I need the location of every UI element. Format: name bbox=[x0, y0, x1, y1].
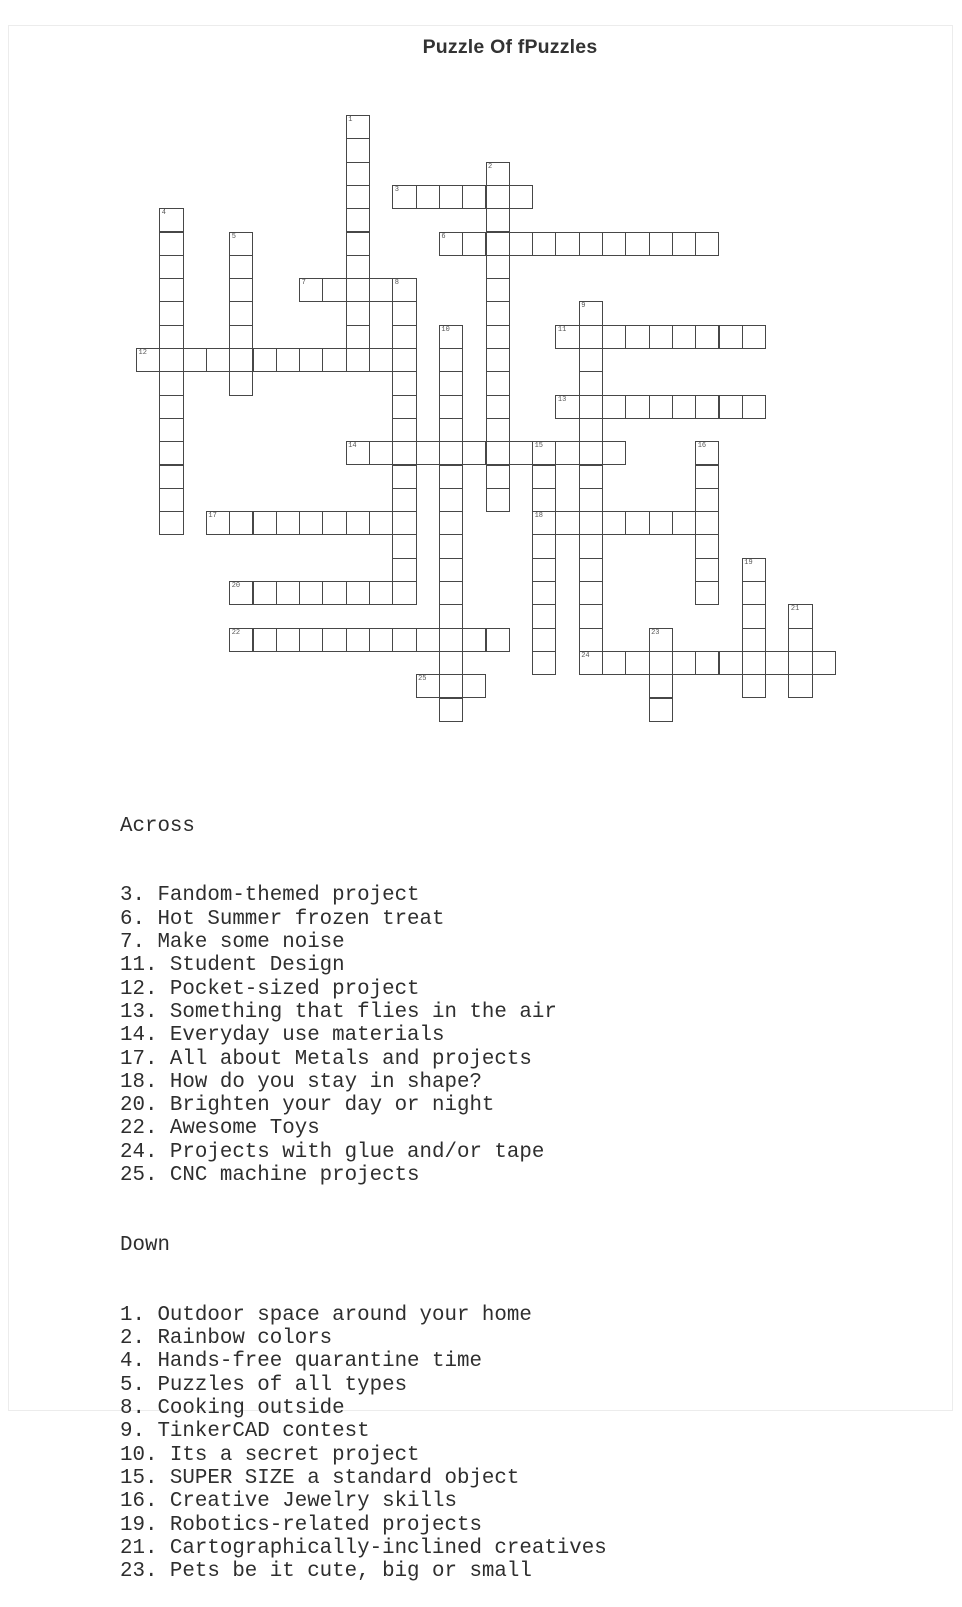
grid-cell[interactable] bbox=[159, 488, 183, 512]
grid-cell[interactable] bbox=[346, 278, 370, 302]
puzzle-title: Puzzle Of fPuzzles bbox=[422, 36, 598, 58]
grid-cell[interactable] bbox=[159, 418, 183, 442]
grid-cell[interactable] bbox=[183, 348, 207, 372]
grid-cell[interactable] bbox=[229, 325, 253, 349]
grid-cell[interactable] bbox=[159, 511, 183, 535]
grid-cell[interactable] bbox=[229, 255, 253, 279]
grid-cell[interactable] bbox=[206, 511, 230, 535]
grid-cell[interactable] bbox=[439, 628, 463, 652]
grid-cell[interactable] bbox=[392, 325, 416, 349]
grid-cell[interactable] bbox=[532, 604, 556, 628]
grid-cell[interactable] bbox=[346, 325, 370, 349]
grid-cell[interactable] bbox=[439, 395, 463, 419]
clue-list bbox=[120, 768, 607, 1607]
grid-cell[interactable] bbox=[346, 301, 370, 325]
grid-cell[interactable] bbox=[439, 488, 463, 512]
grid-cell[interactable] bbox=[392, 418, 416, 442]
across-clues bbox=[120, 884, 607, 1187]
grid-cell[interactable] bbox=[486, 395, 510, 419]
grid-cell[interactable] bbox=[462, 628, 486, 652]
grid-cell[interactable] bbox=[486, 441, 510, 465]
grid-cell[interactable] bbox=[346, 441, 370, 465]
cell-number-label: 13 bbox=[557, 395, 567, 404]
cell-number-label: 19 bbox=[744, 558, 753, 567]
grid-cell[interactable] bbox=[579, 604, 603, 628]
grid-cell[interactable] bbox=[532, 581, 556, 605]
grid-cell[interactable] bbox=[276, 628, 300, 652]
grid-cell[interactable] bbox=[229, 581, 253, 605]
grid-cell[interactable] bbox=[253, 348, 277, 372]
cell-number-label: 15 bbox=[534, 442, 543, 451]
grid-cell[interactable] bbox=[392, 278, 416, 302]
grid-cell[interactable] bbox=[532, 232, 556, 256]
grid-cell[interactable] bbox=[602, 511, 626, 535]
cell-number-label: 16 bbox=[697, 442, 707, 451]
clue-across-13: 13. Something that flies in the air bbox=[120, 1000, 557, 1024]
grid-cell[interactable] bbox=[649, 325, 673, 349]
cell-number-label: 14 bbox=[348, 442, 357, 451]
grid-cell[interactable] bbox=[439, 558, 463, 582]
clue-across-12: 12. Pocket-sized project bbox=[120, 977, 420, 1001]
grid-cell[interactable] bbox=[253, 628, 277, 652]
grid-cell[interactable] bbox=[742, 325, 766, 349]
grid-cell[interactable] bbox=[695, 325, 719, 349]
grid-cell[interactable] bbox=[159, 371, 183, 395]
grid-cell[interactable] bbox=[649, 651, 673, 675]
grid-cell[interactable] bbox=[439, 674, 463, 698]
across-heading: Across bbox=[120, 814, 195, 838]
grid-cell[interactable] bbox=[719, 651, 743, 675]
grid-cell[interactable] bbox=[322, 628, 346, 652]
cell-number-label: 22 bbox=[231, 628, 241, 637]
grid-cell[interactable] bbox=[346, 185, 370, 209]
grid-cell[interactable] bbox=[509, 232, 533, 256]
clue-down-23: 23. Pets be it cute, big or small bbox=[120, 1560, 532, 1584]
grid-cell[interactable] bbox=[788, 604, 812, 628]
grid-cell[interactable] bbox=[509, 441, 533, 465]
grid-cell[interactable] bbox=[486, 232, 510, 256]
cell-number-label: 9 bbox=[581, 302, 586, 311]
grid-cell[interactable] bbox=[649, 511, 673, 535]
grid-cell[interactable] bbox=[532, 511, 556, 535]
grid-cell[interactable] bbox=[486, 628, 510, 652]
grid-cell[interactable] bbox=[579, 441, 603, 465]
grid-cell[interactable] bbox=[719, 325, 743, 349]
clue-across-3: 3. Fandom-themed project bbox=[120, 884, 420, 908]
cell-number-label: 23 bbox=[651, 628, 660, 637]
down-clues bbox=[120, 1304, 607, 1584]
clue-down-16: 16. Creative Jewelry skills bbox=[120, 1490, 457, 1514]
grid-cell[interactable] bbox=[392, 511, 416, 535]
cell-number-label: 12 bbox=[138, 349, 147, 357]
cell-number-label: 20 bbox=[231, 582, 241, 590]
grid-cell[interactable] bbox=[649, 674, 673, 698]
grid-cell[interactable] bbox=[579, 418, 603, 442]
clue-down-8: 8. Cooking outside bbox=[120, 1397, 345, 1421]
grid-cell[interactable] bbox=[788, 674, 812, 698]
grid-cell[interactable] bbox=[742, 581, 766, 605]
grid-cell[interactable] bbox=[742, 604, 766, 628]
grid-cell[interactable] bbox=[322, 348, 346, 372]
grid-cell[interactable] bbox=[486, 465, 510, 489]
grid-cell[interactable] bbox=[462, 674, 486, 698]
grid-cell[interactable] bbox=[625, 232, 649, 256]
grid-cell[interactable] bbox=[695, 488, 719, 512]
grid-cell[interactable] bbox=[346, 162, 370, 186]
grid-cell[interactable] bbox=[276, 348, 300, 372]
grid-cell[interactable] bbox=[159, 348, 183, 372]
grid-cell[interactable] bbox=[229, 232, 253, 256]
grid-cell[interactable] bbox=[159, 255, 183, 279]
grid-cell[interactable] bbox=[369, 278, 393, 302]
grid-cell[interactable] bbox=[392, 488, 416, 512]
grid-cell[interactable] bbox=[392, 301, 416, 325]
grid-cell[interactable] bbox=[462, 185, 486, 209]
grid-cell[interactable] bbox=[159, 325, 183, 349]
cell-number-label: 5 bbox=[231, 232, 236, 241]
grid-cell[interactable] bbox=[299, 278, 323, 302]
grid-cell[interactable] bbox=[579, 301, 603, 325]
grid-cell[interactable] bbox=[229, 278, 253, 302]
grid-cell[interactable] bbox=[346, 208, 370, 232]
grid-cell[interactable] bbox=[579, 651, 603, 675]
clue-across-11: 11. Student Design bbox=[120, 954, 345, 978]
cell-number-label: 25 bbox=[418, 675, 427, 684]
grid-cell[interactable] bbox=[392, 441, 416, 465]
grid-cell[interactable] bbox=[392, 465, 416, 489]
grid-cell[interactable] bbox=[579, 488, 603, 512]
grid-cell[interactable] bbox=[486, 325, 510, 349]
cell-number-label: 10 bbox=[441, 325, 450, 334]
grid-cell[interactable] bbox=[276, 581, 300, 605]
grid-cell[interactable] bbox=[159, 278, 183, 302]
grid-cell[interactable] bbox=[602, 232, 626, 256]
grid-cell[interactable] bbox=[695, 534, 719, 558]
grid-cell[interactable] bbox=[392, 371, 416, 395]
grid-cell[interactable] bbox=[416, 628, 440, 652]
grid-cell[interactable] bbox=[253, 581, 277, 605]
grid-cell[interactable] bbox=[532, 441, 556, 465]
grid-cell[interactable] bbox=[649, 698, 673, 722]
cell-number-label: 1 bbox=[348, 116, 353, 124]
cell-number-label: 3 bbox=[394, 185, 399, 194]
grid-cell[interactable] bbox=[486, 208, 510, 232]
grid-cell[interactable] bbox=[486, 278, 510, 302]
grid-cell[interactable] bbox=[602, 651, 626, 675]
grid-cell[interactable] bbox=[695, 465, 719, 489]
cell-number-label: 11 bbox=[557, 325, 567, 334]
grid-cell[interactable] bbox=[439, 371, 463, 395]
grid-cell[interactable] bbox=[229, 348, 253, 372]
grid-cell[interactable] bbox=[439, 185, 463, 209]
grid-cell[interactable] bbox=[579, 371, 603, 395]
grid-cell[interactable] bbox=[555, 232, 579, 256]
cell-number-label: 18 bbox=[534, 512, 543, 521]
grid-cell[interactable] bbox=[229, 301, 253, 325]
grid-cell[interactable] bbox=[439, 651, 463, 675]
grid-cell[interactable] bbox=[812, 651, 836, 675]
grid-cell[interactable] bbox=[695, 558, 719, 582]
grid-cell[interactable] bbox=[346, 232, 370, 256]
grid-cell[interactable] bbox=[486, 185, 510, 209]
clue-down-1: 1. Outdoor space around your home bbox=[120, 1303, 532, 1327]
grid-cell[interactable] bbox=[486, 418, 510, 442]
grid-cell[interactable] bbox=[649, 628, 673, 652]
grid-cell[interactable] bbox=[369, 581, 393, 605]
grid-cell[interactable] bbox=[532, 558, 556, 582]
clue-down-10: 10. Its a secret project bbox=[120, 1443, 420, 1467]
grid-cell[interactable] bbox=[719, 395, 743, 419]
clue-across-14: 14. Everyday use materials bbox=[120, 1024, 445, 1048]
grid-cell[interactable] bbox=[695, 651, 719, 675]
grid-cell[interactable] bbox=[788, 651, 812, 675]
grid-cell[interactable] bbox=[532, 488, 556, 512]
grid-cell[interactable] bbox=[555, 325, 579, 349]
grid-cell[interactable] bbox=[439, 534, 463, 558]
grid-cell[interactable] bbox=[672, 395, 696, 419]
clue-across-25: 25. CNC machine projects bbox=[120, 1164, 420, 1188]
grid-cell[interactable] bbox=[299, 628, 323, 652]
grid-cell[interactable] bbox=[509, 185, 533, 209]
grid-cell[interactable] bbox=[532, 534, 556, 558]
grid-cell[interactable] bbox=[392, 628, 416, 652]
grid-cell[interactable] bbox=[346, 138, 370, 162]
grid-cell[interactable] bbox=[276, 511, 300, 535]
grid-cell[interactable] bbox=[649, 232, 673, 256]
grid-cell[interactable] bbox=[579, 348, 603, 372]
grid-cell[interactable] bbox=[602, 395, 626, 419]
grid-cell[interactable] bbox=[602, 325, 626, 349]
grid-cell[interactable] bbox=[346, 511, 370, 535]
grid-cell[interactable] bbox=[695, 581, 719, 605]
grid-cell[interactable] bbox=[462, 232, 486, 256]
grid-cell[interactable] bbox=[625, 395, 649, 419]
grid-cell[interactable] bbox=[299, 511, 323, 535]
grid-cell[interactable] bbox=[392, 558, 416, 582]
grid-cell[interactable] bbox=[649, 395, 673, 419]
clue-across-6: 6. Hot Summer frozen treat bbox=[120, 907, 445, 931]
clue-across-18: 18. How do you stay in shape? bbox=[120, 1070, 482, 1094]
grid-cell[interactable] bbox=[392, 395, 416, 419]
grid-cell[interactable] bbox=[532, 628, 556, 652]
clue-down-21: 21. Cartographically-inclined creatives bbox=[120, 1536, 607, 1560]
grid-cell[interactable] bbox=[579, 558, 603, 582]
grid-cell[interactable] bbox=[765, 651, 789, 675]
grid-cell[interactable] bbox=[439, 232, 463, 256]
grid-cell[interactable] bbox=[159, 395, 183, 419]
grid-cell[interactable] bbox=[439, 604, 463, 628]
grid-cell[interactable] bbox=[159, 232, 183, 256]
cell-number-label: 8 bbox=[394, 279, 399, 288]
grid-cell[interactable] bbox=[625, 651, 649, 675]
grid-cell[interactable] bbox=[579, 465, 603, 489]
grid-cell[interactable] bbox=[439, 698, 463, 722]
grid-cell[interactable] bbox=[322, 278, 346, 302]
grid-cell[interactable] bbox=[253, 511, 277, 535]
grid-cell[interactable] bbox=[392, 185, 416, 209]
cell-number-label: 21 bbox=[790, 605, 800, 614]
cell-number-label: 17 bbox=[208, 512, 217, 521]
clue-across-22: 22. Awesome Toys bbox=[120, 1117, 320, 1141]
grid-cell[interactable] bbox=[369, 628, 393, 652]
clue-down-5: 5. Puzzles of all types bbox=[120, 1373, 408, 1397]
grid-cell[interactable] bbox=[159, 301, 183, 325]
grid-cell[interactable] bbox=[392, 534, 416, 558]
grid-cell[interactable] bbox=[579, 534, 603, 558]
grid-cell[interactable] bbox=[742, 674, 766, 698]
grid-cell[interactable] bbox=[579, 395, 603, 419]
grid-cell[interactable] bbox=[416, 185, 440, 209]
grid-cell[interactable] bbox=[369, 511, 393, 535]
grid-cell[interactable] bbox=[416, 441, 440, 465]
grid-cell[interactable] bbox=[486, 348, 510, 372]
grid-cell[interactable] bbox=[322, 581, 346, 605]
grid-cell[interactable] bbox=[369, 348, 393, 372]
grid-cell[interactable] bbox=[742, 395, 766, 419]
grid-cell[interactable] bbox=[159, 465, 183, 489]
grid-cell[interactable] bbox=[555, 395, 579, 419]
grid-cell[interactable] bbox=[672, 511, 696, 535]
grid-cell[interactable] bbox=[206, 348, 230, 372]
grid-cell[interactable] bbox=[579, 325, 603, 349]
clue-across-24: 24. Projects with glue and/or tape bbox=[120, 1140, 545, 1164]
grid-cell[interactable] bbox=[486, 488, 510, 512]
grid-cell[interactable] bbox=[579, 232, 603, 256]
grid-cell[interactable] bbox=[439, 511, 463, 535]
grid-cell[interactable] bbox=[392, 348, 416, 372]
grid-cell[interactable] bbox=[229, 628, 253, 652]
cell-number-label: 24 bbox=[581, 651, 590, 660]
grid-cell[interactable] bbox=[346, 348, 370, 372]
grid-cell[interactable] bbox=[555, 441, 579, 465]
clue-across-17: 17. All about Metals and projects bbox=[120, 1047, 532, 1071]
grid-cell[interactable] bbox=[439, 418, 463, 442]
grid-cell[interactable] bbox=[346, 628, 370, 652]
grid-cell[interactable] bbox=[346, 115, 370, 139]
grid-cell[interactable] bbox=[695, 511, 719, 535]
grid-cell[interactable] bbox=[695, 232, 719, 256]
clue-across-7: 7. Make some noise bbox=[120, 931, 345, 955]
grid-cell[interactable] bbox=[136, 348, 160, 372]
grid-cell[interactable] bbox=[462, 441, 486, 465]
grid-cell[interactable] bbox=[672, 325, 696, 349]
grid-cell[interactable] bbox=[788, 628, 812, 652]
cell-number-label: 6 bbox=[441, 232, 446, 241]
grid-cell[interactable] bbox=[439, 325, 463, 349]
grid-cell[interactable] bbox=[625, 511, 649, 535]
clue-down-15: 15. SUPER SIZE a standard object bbox=[120, 1466, 520, 1490]
grid-cell[interactable] bbox=[672, 651, 696, 675]
grid-cell[interactable] bbox=[346, 581, 370, 605]
grid-cell[interactable] bbox=[439, 465, 463, 489]
grid-cell[interactable] bbox=[439, 348, 463, 372]
clue-down-9: 9. TinkerCAD contest bbox=[120, 1420, 370, 1444]
clue-down-19: 19. Robotics-related projects bbox=[120, 1513, 482, 1537]
grid-cell[interactable] bbox=[346, 255, 370, 279]
grid-cell[interactable] bbox=[486, 162, 510, 186]
grid-cell[interactable] bbox=[672, 232, 696, 256]
grid-cell[interactable] bbox=[299, 581, 323, 605]
grid-cell[interactable] bbox=[439, 441, 463, 465]
grid-cell[interactable] bbox=[742, 651, 766, 675]
grid-cell[interactable] bbox=[695, 395, 719, 419]
grid-cell[interactable] bbox=[555, 511, 579, 535]
grid-cell[interactable] bbox=[742, 558, 766, 582]
grid-cell[interactable] bbox=[486, 255, 510, 279]
grid-cell[interactable] bbox=[322, 511, 346, 535]
grid-cell[interactable] bbox=[486, 371, 510, 395]
clue-down-4: 4. Hands-free quarantine time bbox=[120, 1350, 482, 1374]
grid-cell[interactable] bbox=[695, 441, 719, 465]
grid-cell[interactable] bbox=[229, 371, 253, 395]
grid-cell[interactable] bbox=[579, 581, 603, 605]
grid-cell[interactable] bbox=[625, 325, 649, 349]
grid-cell[interactable] bbox=[416, 674, 440, 698]
grid-cell[interactable] bbox=[299, 348, 323, 372]
grid-cell[interactable] bbox=[532, 465, 556, 489]
grid-cell[interactable] bbox=[742, 628, 766, 652]
grid-cell[interactable] bbox=[486, 301, 510, 325]
cell-number-label: 2 bbox=[488, 162, 493, 171]
grid-cell[interactable] bbox=[579, 628, 603, 652]
grid-cell[interactable] bbox=[392, 581, 416, 605]
grid-cell[interactable] bbox=[229, 511, 253, 535]
grid-cell[interactable] bbox=[369, 441, 393, 465]
clue-down-2: 2. Rainbow colors bbox=[120, 1327, 333, 1351]
down-heading: Down bbox=[120, 1233, 170, 1257]
cell-number-label: 7 bbox=[301, 279, 306, 288]
grid-cell[interactable] bbox=[579, 511, 603, 535]
grid-cell[interactable] bbox=[439, 581, 463, 605]
grid-cell[interactable] bbox=[602, 441, 626, 465]
cell-number-label: 4 bbox=[161, 209, 166, 218]
grid-cell[interactable] bbox=[159, 441, 183, 465]
grid-cell[interactable] bbox=[159, 208, 183, 232]
clue-across-20: 20. Brighten your day or night bbox=[120, 1094, 495, 1118]
grid-cell[interactable] bbox=[532, 651, 556, 675]
